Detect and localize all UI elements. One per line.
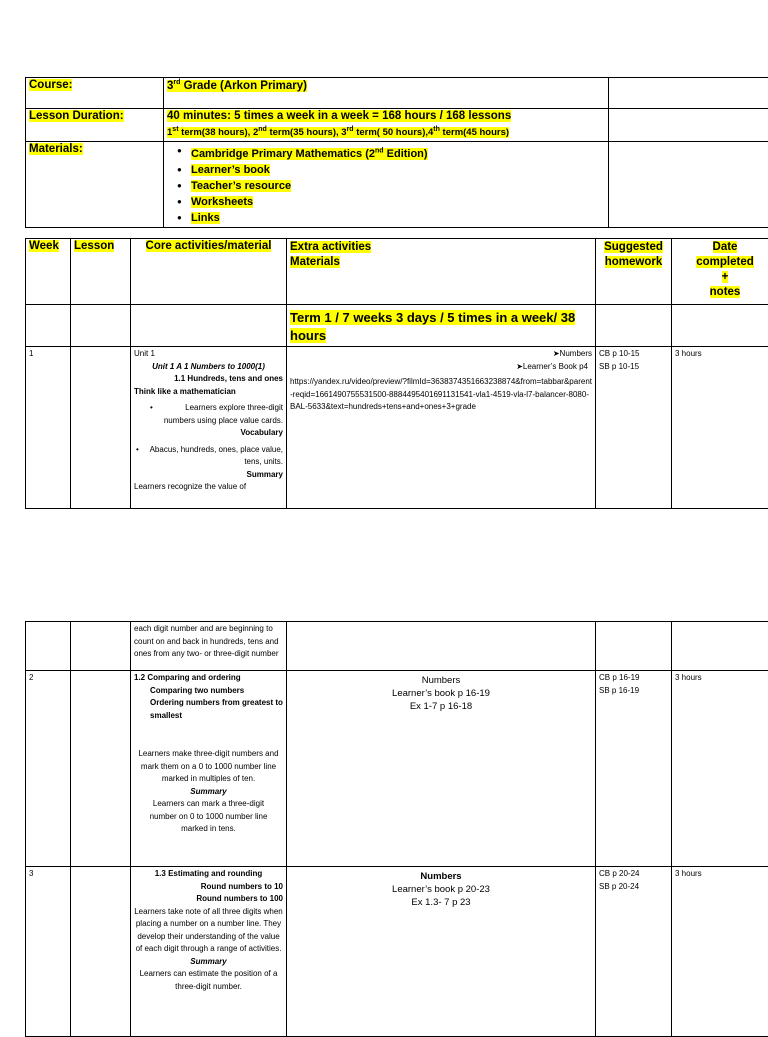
col-week: Week — [26, 239, 71, 305]
material-item: ● Learner’s book — [191, 162, 605, 178]
term-title-cell — [287, 305, 596, 347]
week-number: 3 — [26, 867, 71, 1037]
core-activities: 1.3 Estimating and rounding Round numbers to 10 Round numbers to 100 Learners take note of all three digits when placing a number on a number line. They develop their understanding of the value of each digit through a range of activities. Summary Learners can estimate the position of a three-digit number. — [131, 867, 287, 1037]
video-link[interactable]: https://yandex.ru/video/preview/?filmId=3638374351663238874&from=tabbar&parent-reqid=1661490755531500-8884495401691131541-vla1-4519-vla-l7-balancer-8080-BAL-5633&text=hundreds+tens+and+ones+3+grade — [290, 376, 592, 414]
course-info-table — [25, 77, 768, 228]
extra-activities: Numbers Learner’s book p 16-19 Ex 1-7 p 16-18 — [287, 671, 596, 867]
core-activities: Unit 1 Unit 1 A 1 Numbers to 1000(1) 1.1 Hundreds, tens and ones Think like a mathematician • Learners explore three-digit numbers using place value cards. Vocabulary • Abacus, hundreds, ones, place value, tens, units. Summary Learners recognize the value of — [131, 347, 287, 509]
table-row-week-1 — [26, 347, 768, 509]
lesson-plan-table-continued — [25, 621, 768, 1037]
duration-label: Lesson Duration: — [29, 110, 124, 122]
course-value: 3rd Grade (Arkon Primary) — [167, 80, 307, 92]
materials-list-cell — [164, 142, 609, 228]
lesson-plan-table — [25, 238, 768, 509]
date-completed: 3 hours — [672, 671, 768, 867]
homework: CB p 16-19 SB p 16-19 — [596, 671, 672, 867]
core-activities-continued: each digit number and are beginning to count on and back in hundreds, tens and ones from any two- or three-digit number — [131, 622, 287, 671]
course-label: Course: — [29, 79, 72, 91]
col-core: Core activities/material — [131, 239, 287, 305]
term-title: Term 1 / 7 weeks 3 days / 5 times in a week/ 38 hours — [290, 310, 575, 343]
table-row-week-1-continued — [26, 622, 768, 671]
course-label-cell — [26, 78, 164, 109]
material-item: ● Links — [191, 210, 605, 226]
table-row-week-2 — [26, 671, 768, 867]
material-item: ● Teacher’s resource — [191, 178, 605, 194]
col-date: Date completed + notes — [672, 239, 768, 305]
materials-list — [167, 143, 605, 226]
extra-activities: ➤ Numbers ➤ Learner’s Book p4 https://yandex.ru/video/preview/?filmId=3638374351663238874&from=tabbar&parent-reqid=1661490755531500-8884495401691131541-vla1-4519-vla-l7-balancer-8080-BAL-5633&text=hundreds+tens+and+ones+3+grade — [287, 347, 596, 509]
homework: CB p 20-24 SB p 20-24 — [596, 867, 672, 1037]
extra-activities: Numbers Learner’s book p 20-23 Ex 1.3- 7 p 23 — [287, 867, 596, 1037]
term-hours: 1st term(38 hours), 2nd term(35 hours), 3rd term( 50 hours),4th term(45 hours) — [167, 127, 509, 138]
materials-label-cell — [26, 142, 164, 228]
date-completed: 3 hours — [672, 867, 768, 1037]
homework: CB p 10-15 SB p 10-15 — [596, 347, 672, 509]
material-item: ● Cambridge Primary Mathematics (2nd Edition) — [191, 143, 605, 162]
material-item: ● Worksheets — [191, 194, 605, 210]
table-row-week-3 — [26, 867, 768, 1037]
duration-main: 40 minutes: 5 times a week in a week = 168 hours / 168 lessons — [167, 110, 511, 122]
course-value-cell — [164, 78, 609, 109]
date-completed: 3 hours — [672, 347, 768, 509]
week-number: 2 — [26, 671, 71, 867]
week-number: 1 — [26, 347, 71, 509]
col-extra: Extra activities Materials — [287, 239, 596, 305]
core-activities: 1.2 Comparing and ordering Comparing two numbers Ordering numbers from greatest to smallest Learners make three-digit numbers and mark them on a 0 to 1000 number line marked in multiples of ten. Summary Learners can mark a three-digit number on 0 to 1000 number line marked in tens. — [131, 671, 287, 867]
materials-label: Materials: — [29, 143, 83, 155]
duration-value-cell — [164, 109, 609, 142]
duration-label-cell — [26, 109, 164, 142]
col-lesson: Lesson — [71, 239, 131, 305]
col-homework: Suggested homework — [596, 239, 672, 305]
